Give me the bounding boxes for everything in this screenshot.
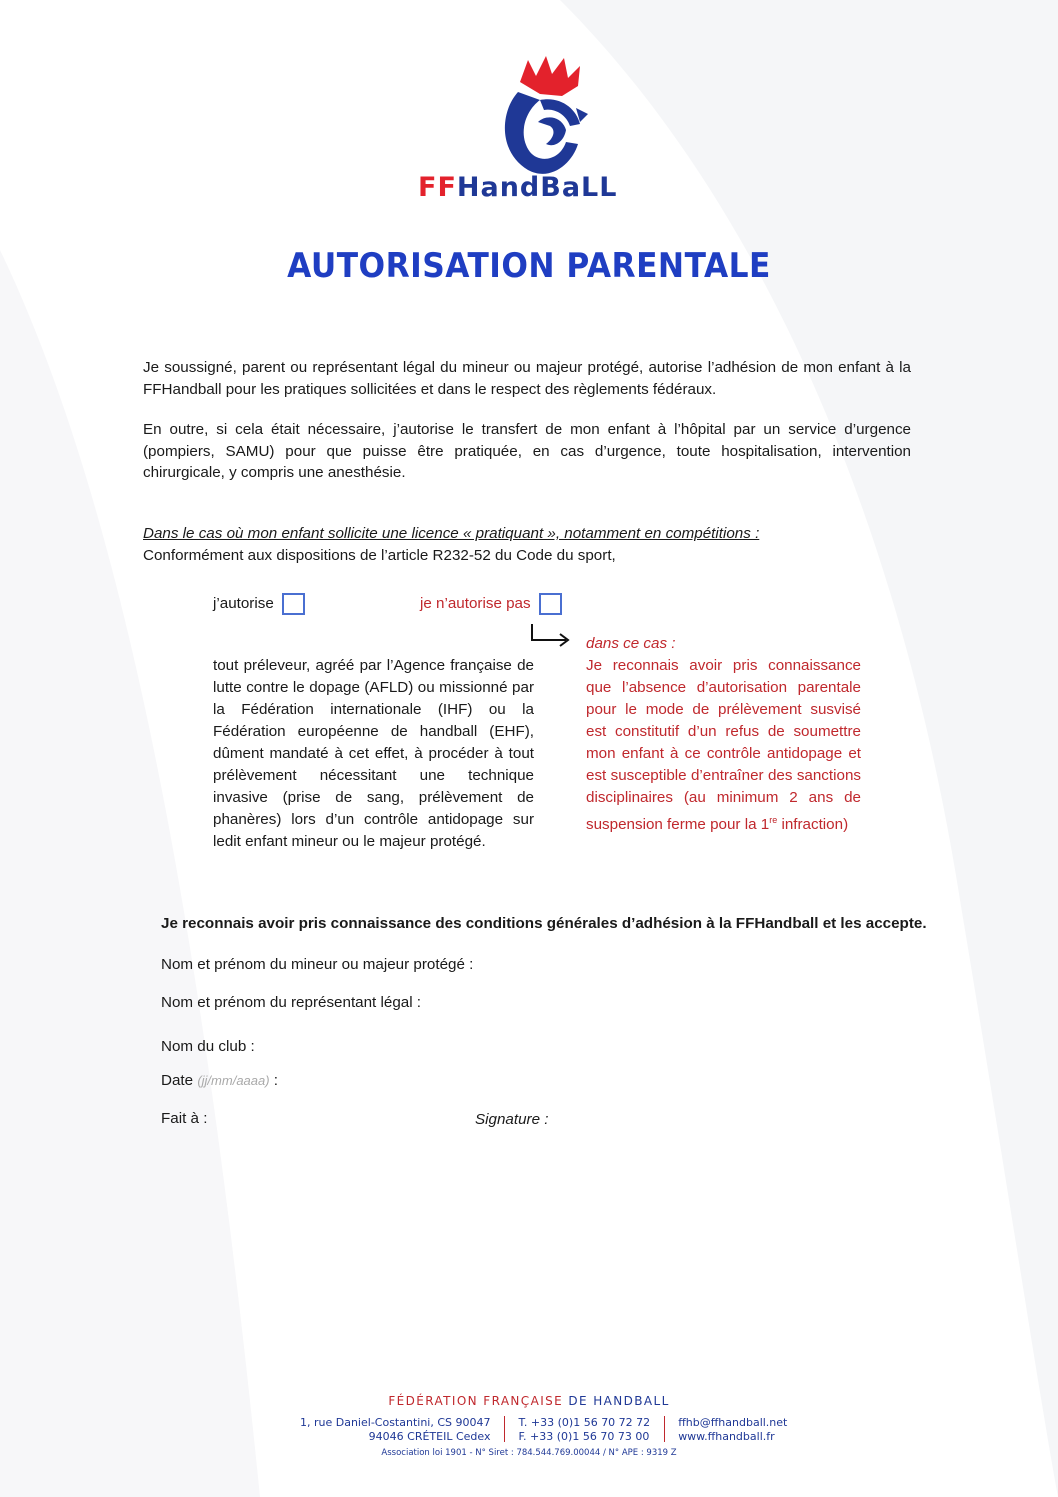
footer-phones	[519, 1416, 651, 1444]
footer-address-line2: 94046 CRÉTEIL Cedex	[368, 1430, 491, 1443]
option-authorize-label: j’autorise	[213, 595, 274, 613]
footer-fax: F. +33 (0)1 56 70 73 00	[518, 1430, 650, 1443]
footer-legal: Association loi 1901 - N° Siret : 784.544.769.00044 / N° APE : 9319 Z	[381, 1448, 677, 1458]
date-label: Date	[161, 1072, 194, 1089]
footer-contact	[300, 1416, 787, 1444]
paragraph-transfer: En outre, si cela était nécessaire, j’autorise le transfert de mon enfant à l’hôpital par un service d’urgence (pompiers, SAMU) pour que puisse être pratiquée, en cas d’urgence, toute hospitalisation, intervention chirurgicale, y compris une anesthésie.	[143, 421, 911, 481]
footer-online	[678, 1416, 787, 1444]
footer-address	[300, 1416, 491, 1444]
footer-org-part2: DE HANDBALL	[563, 1394, 670, 1408]
refusal-superscript: re	[769, 815, 778, 825]
refusal-text-tail: infraction)	[777, 816, 849, 834]
footer-org-part1: FÉDÉRATION FRANÇAISE	[388, 1394, 564, 1408]
footer-separator	[504, 1416, 505, 1442]
field-signature[interactable]: Signature :	[475, 1111, 549, 1128]
authorize-checkbox[interactable]	[282, 593, 305, 615]
footer-email-link[interactable]: ffhb@ffhandball.net	[678, 1416, 788, 1429]
footer-phone: T. +33 (0)1 56 70 72 72	[518, 1416, 651, 1429]
option-not-authorize-label: je n’autorise pas	[420, 595, 531, 613]
acceptance-statement: Je reconnais avoir pris connaissance des conditions générales d’adhésion à la FFHandball et les accepte.	[161, 915, 927, 932]
brand-wordmark	[418, 172, 617, 203]
refusal-text: Je reconnais avoir pris connaissance que l’absence d’autorisation parentale pour le mode de prélèvement susvisé est constitutif d’un refus de soumettre mon enfant à ce contrôle antidopage et est susceptible d’entraîner des sanctions disciplinaires (au minimum 2 ans de suspension ferme pour la 1	[586, 657, 861, 834]
paragraph-adhesion: Je soussigné, parent ou représentant légal du mineur ou majeur protégé, autorise l’adhésion de mon enfant à la FFHandball pour les pratiques sollicitées et dans le respect des règlements fédéraux.	[143, 359, 911, 398]
field-name-legal-representative[interactable]: Nom et prénom du représentant légal :	[161, 994, 422, 1011]
option-authorize	[213, 593, 305, 615]
date-placeholder: (jj/mm/aaaa)	[197, 1073, 270, 1088]
footer-address-line1: 1, rue Daniel-Costantini, CS 90047	[300, 1416, 491, 1429]
option-not-authorize	[420, 593, 562, 615]
refusal-details	[586, 633, 861, 836]
authorize-details: tout préleveur, agréé par l’Agence française de lutte contre le dopage (AFLD) ou missionné par la Fédération internationale (IHF) ou la Fédération européenne de handball (EHF), dûment mandaté à cet effet, à procéder à tout prélèvement nécessitant une technique invasive (prise de sang, prélèvement de phanères) lors d’un contrôle antidopage sur ledit enfant mineur ou le majeur protégé.	[213, 657, 534, 850]
field-club-name[interactable]: Nom du club :	[161, 1038, 255, 1055]
footer-website-link[interactable]: www.ffhandball.fr	[678, 1430, 775, 1443]
not-authorize-checkbox[interactable]	[539, 593, 562, 615]
brand-handball: HandBaLL	[456, 172, 618, 203]
refusal-heading: dans ce cas :	[586, 635, 676, 652]
date-colon: :	[269, 1072, 279, 1089]
field-name-minor[interactable]: Nom et prénom du mineur ou majeur protégé :	[161, 956, 474, 973]
footer-organization	[0, 1394, 1058, 1408]
refusal-text-block	[586, 655, 861, 836]
licence-section	[143, 523, 911, 566]
licence-line: Conformément aux dispositions de l’article R232-52 du Code du sport,	[143, 546, 616, 564]
footer-separator	[664, 1416, 665, 1442]
arrow-right-icon	[528, 622, 574, 650]
licence-heading: Dans le cas où mon enfant sollicite une licence « pratiquant », notamment en compétitions :	[143, 525, 760, 542]
field-place[interactable]: Fait à :	[161, 1110, 208, 1127]
page-title: AUTORISATION PARENTALE	[287, 246, 771, 286]
brand-ff: FF	[418, 172, 457, 203]
field-date[interactable]	[161, 1072, 278, 1089]
